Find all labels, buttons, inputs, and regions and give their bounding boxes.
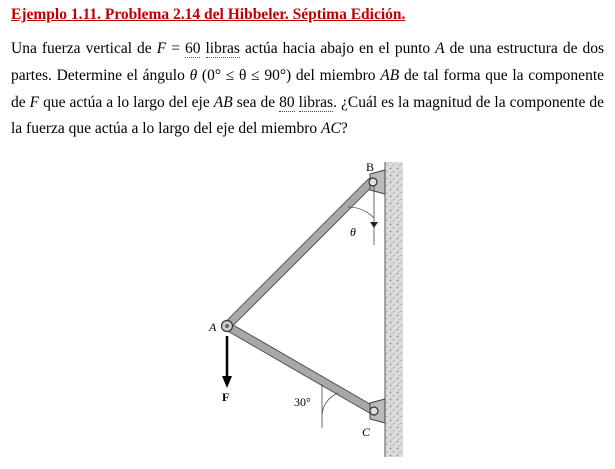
theta-arrowhead — [370, 222, 378, 228]
text-segment: Una fuerza vertical de — [11, 40, 157, 57]
text-segment: actúa hacia abajo en el punto — [239, 40, 436, 57]
label-theta: θ — [350, 225, 356, 239]
pin-A-center — [225, 324, 229, 328]
label-A: A — [209, 320, 217, 334]
var-F: F — [29, 93, 40, 111]
text-segment: (0° ≤ θ ≤ 90°) del miembro — [197, 66, 381, 84]
pin-B — [369, 178, 377, 186]
text-segment — [200, 40, 205, 57]
text-segment: = — [166, 40, 185, 57]
angle-arc — [322, 393, 338, 414]
text-segment: que actúa a lo largo del eje — [39, 93, 214, 111]
label-B: B — [366, 160, 375, 174]
var-AB: AB — [213, 93, 233, 111]
truss-diagram — [200, 160, 415, 460]
text-segment: de tal forma que la componente de — [11, 66, 605, 111]
var-theta: θ — [189, 66, 198, 84]
var-AB: AB — [380, 66, 400, 84]
label-angle-30: 30° — [294, 395, 311, 409]
unit-libras: libras — [298, 93, 334, 111]
truss-figure — [200, 160, 415, 460]
pin-C — [370, 407, 378, 415]
var-AC: AC — [321, 120, 341, 138]
component-value: 80 — [279, 93, 295, 111]
var-F: F — [156, 40, 167, 57]
text-segment: de una estructura de dos partes. Determine el ángulo — [11, 40, 604, 84]
page-title: Ejemplo 1.11. Problema 2.14 del Hibbeler. Séptima Edición. — [11, 6, 406, 23]
problem-statement — [11, 36, 604, 143]
label-C: C — [362, 425, 371, 439]
force-arrowhead — [222, 376, 232, 388]
member-AB-face — [227, 182, 371, 326]
theta-arc — [348, 207, 374, 218]
force-value: 60 — [184, 40, 201, 57]
text-segment: ? — [340, 120, 348, 138]
label-F: F — [222, 390, 230, 404]
wall — [385, 162, 403, 457]
var-A: A — [435, 40, 445, 57]
text-segment: . ¿Cuál es la magnitud de la componente de la fuerza que actúa a lo largo del eje del miembro — [11, 93, 605, 138]
text-segment: sea de — [232, 93, 280, 111]
unit-libras: libras — [205, 40, 240, 57]
